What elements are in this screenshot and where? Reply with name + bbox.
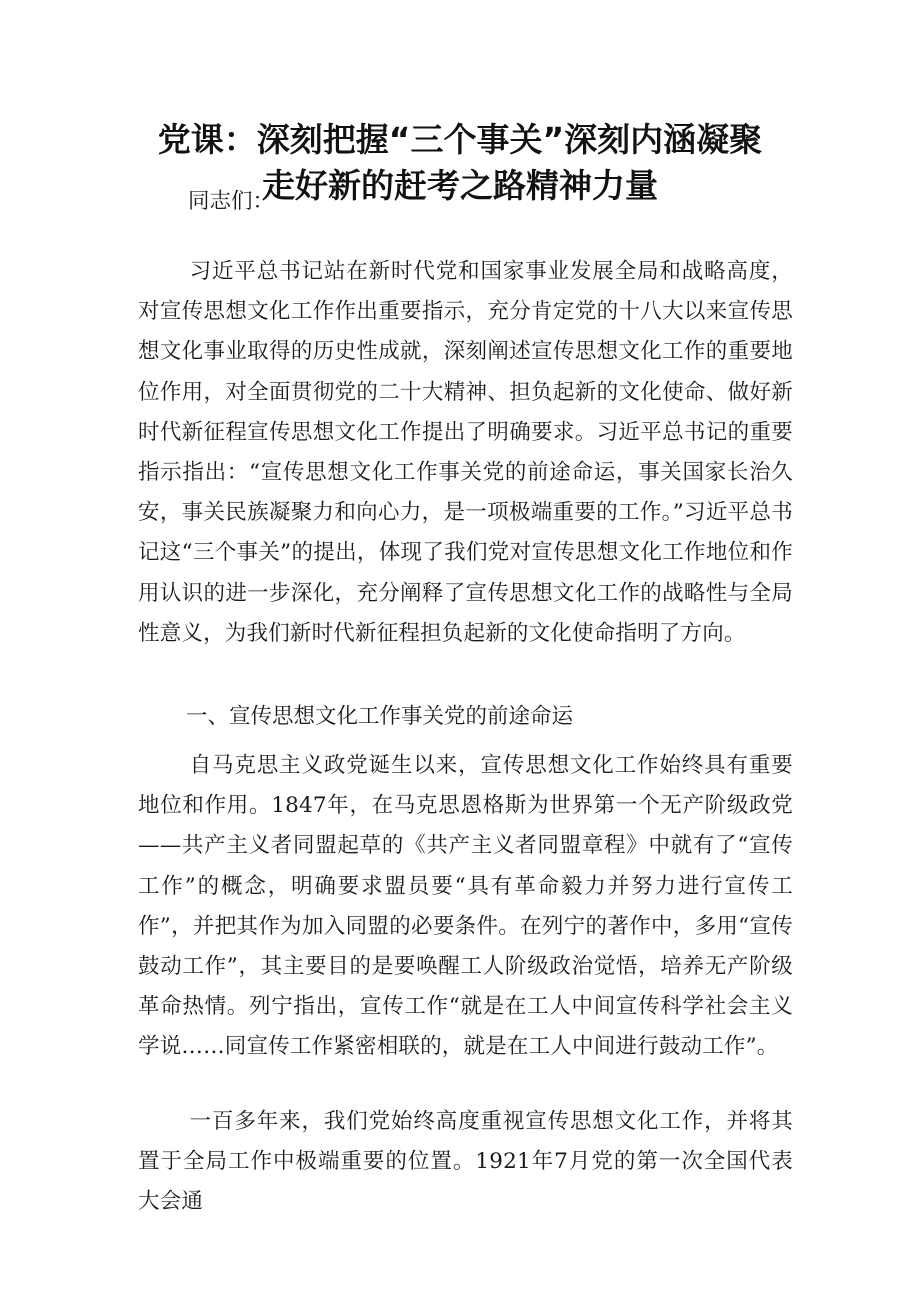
document-title-line-2: 走好新的赶考之路精神力量 <box>262 166 658 205</box>
paragraph-section1-b: 一百多年来，我们党始终高度重视宣传思想文化工作，并将其置于全局工作中极端重要的位置。1921年7月党的第一次全国代表大会通 <box>138 1109 793 1215</box>
section-heading-1: 一、宣传思想文化工作事关党的前途命运 <box>186 704 574 729</box>
paragraph-section1-a: 自马克思主义政党诞生以来，宣传思想文化工作始终具有重要地位和作用。1847年，在马克思恩格斯为世界第一个无产阶级政党——共产主义者同盟起草的《共产主义者同盟章程》中就有了“宣传工作”的概念，明确要求盟员要“具有革命毅力并努力进行宣传工作”，并把其作为加入同盟的必要条件。在列宁的著作中，多用“宣传鼓动工作”，其主要目的是要唤醒工人阶级政治觉悟，培养无产阶级革命热情。列宁指出，宣传工作“就是在工人中间宣传科学社会主义学说……同宣传工作紧密相联的，就是在工人中间进行鼓动工作”。 <box>138 753 793 1060</box>
document-title-line-1: 党课：深刻把握“三个事关”深刻内涵凝聚 <box>157 120 763 159</box>
salutation: 同志们： <box>188 189 275 214</box>
paragraph-intro: 习近平总书记站在新时代党和国家事业发展全局和战略高度，对宣传思想文化工作作出重要指示，充分肯定党的十八大以来宣传思想文化事业取得的历史性成就，深刻阐述宣传思想文化工作的重要地位作用，对全面贯彻党的二十大精神、担负起新的文化使命、做好新时代新征程宣传思想文化工作提出了明确要求。习近平总书记的重要指示指出：“宣传思想文化工作事关党的前途命运，事关国家长治久安，事关民族凝聚力和向心力，是一项极端重要的工作。”习近平总书记这“三个事关”的提出，体现了我们党对宣传思想文化工作地位和作用认识的进一步深化，充分阐释了宣传思想文化工作的战略性与全局性意义，为我们新时代新征程担负起新的文化使命指明了方向。 <box>138 259 793 646</box>
